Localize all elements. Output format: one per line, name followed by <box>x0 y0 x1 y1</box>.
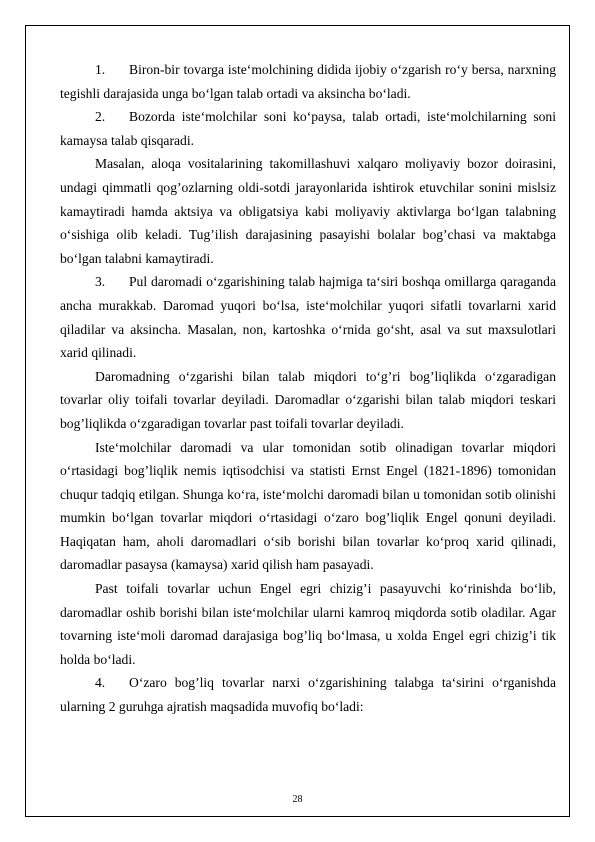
paragraph-text: Iste‘molchilar daromadi va ular tomonidan sotib olinadigan tovarlar miqdori o‘rtasidagi bog’liqlik nemis iqtisodchisi va statisti Ernst Engel (1821-1896) tomonidan chuqur tadqiq etilgan. Shunga ko‘ra, iste‘molchi daromadi bilan u tomonidan sotib olinishi mumkin bo‘lgan tovarlar miqdori o‘rtasidagi o‘zaro bog’liqlik Engel qonuni deyiladi. Haqiqatan ham, aholi daromadlari o‘sib borishi bilan tovarlar ko‘proq xarid qilinadi, daromadlar pasaysa (kamaysa) xarid qilish ham pasayadi. <box>60 439 556 573</box>
paragraph-1 <box>60 58 556 105</box>
paragraph-4 <box>60 270 556 364</box>
paragraph-text: Pul daromadi o‘zgarishining talab hajmiga ta‘siri boshqa omillarga qaraganda ancha murakkab. Daromad yuqori bo‘lsa, iste‘molchilar yuqori sifatli tovarlarni xarid qiladilar va aksincha. Masalan, non, kartoshka o‘rnida go‘sht, asal va sut maxsulotlari xarid qilinadi. <box>60 274 556 361</box>
document-body <box>60 58 556 719</box>
paragraph-text: Bozorda iste‘molchilar soni ko‘paysa, talab ortadi, iste‘molchilarning soni kamaysa talab qisqaradi. <box>60 109 556 148</box>
list-number: 2. <box>95 109 106 125</box>
paragraph-3 <box>60 152 556 270</box>
paragraph-6 <box>60 436 556 578</box>
paragraph-5 <box>60 365 556 436</box>
paragraph-text: Masalan, aloqa vositalarining takomillashuvi xalqaro moliyaviy bozor doirasini, undagi qimmatli qog’ozlarning oldi-sotdi jarayonlarida ishtirok etuvchilar sonini mislsiz kamaytiradi hamda aktsiya va obligatsiya kabi moliyaviy aktivlarga bo‘lgan talabning o‘sishiga olib keladi. Tug’ilish darajasining pasayishi bolalar bog’chasi va maktabga bo‘lgan talabni kamaytiradi. <box>60 156 556 266</box>
paragraph-7 <box>60 577 556 671</box>
list-number: 4. <box>95 675 106 691</box>
paragraph-text: Biron-bir tovarga iste‘molchining didida ijobiy o‘zgarish ro‘y bersa, narxning tegishli darajasida unga bo‘lgan talab ortadi va aksincha bo‘ladi. <box>60 62 556 101</box>
paragraph-text: Past toifali tovarlar uchun Engel egri chizig’i pasayuvchi ko‘rinishda bo‘lib, daromadlar oshib borishi bilan iste‘molchilar ularni kamroq miqdorda sotib oladilar. Agar tovarning iste‘moli daromad darajasiga bog’liq bo‘lmasa, u xolda Engel egri chizig’i tik holda bo‘ladi. <box>60 581 556 667</box>
list-number: 3. <box>95 274 106 290</box>
page-number: 28 <box>292 794 303 805</box>
paragraph-text: Daromadning o‘zgarishi bilan talab miqdori to‘g’ri bog’liqlikda o‘zgaradigan tovarlar oliy toifali tovarlar deyiladi. Daromadlar o‘zgarishi bilan talab miqdori teskari bog’liqlikda o‘zgaradigan tovarlar past toifali tovarlar deyiladi. <box>60 368 556 431</box>
paragraph-2 <box>60 105 556 152</box>
paragraph-text: O‘zaro bog’liq tovarlar narxi o‘zgarishining talabga ta‘sirini o‘rganishda ularning 2 guruhga ajratish maqsadida muvofiq bo‘ladi: <box>60 675 556 715</box>
list-number: 1. <box>95 62 106 77</box>
paragraph-8 <box>60 671 556 718</box>
